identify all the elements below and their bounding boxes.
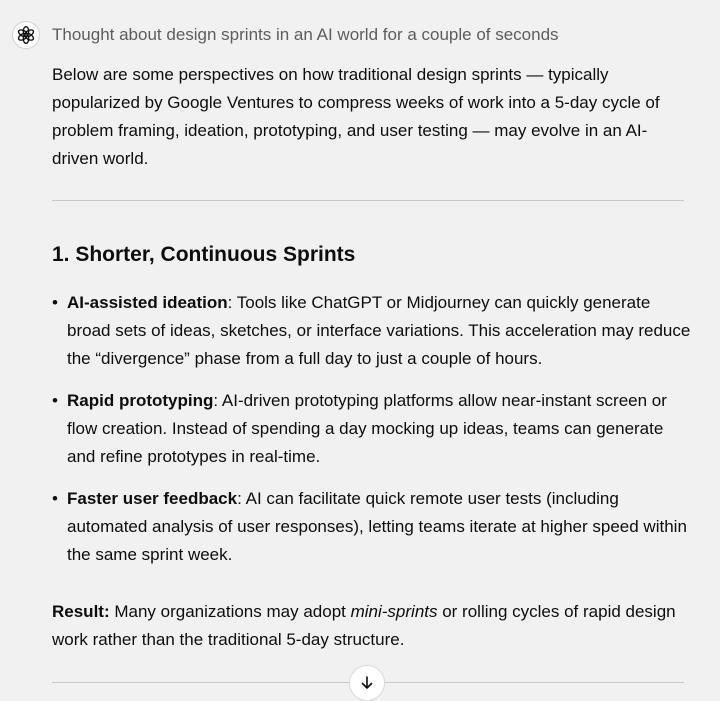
result-label: Result: bbox=[52, 602, 110, 621]
bullet-text: : AI-driven prototyping platforms allow near-instant screen or flow creation. Instead of spending a day mocking up ideas, teams can generate and refine prototypes in real-time. bbox=[67, 391, 667, 466]
bullet-title: Rapid prototyping bbox=[67, 391, 214, 410]
bullet-text: : Tools like ChatGPT or Midjourney can quickly generate broad sets of ideas, sketches, or interface variations. This acceleration may reduce the “divergence” phase from a full day to just a couple of hours. bbox=[67, 293, 691, 368]
bullet-marker: • bbox=[52, 391, 58, 410]
bullet-title: AI-assisted ideation bbox=[67, 293, 228, 312]
bullet-marker: • bbox=[52, 293, 58, 312]
list-item bbox=[52, 387, 692, 471]
list-item bbox=[52, 485, 692, 569]
bullet-marker: • bbox=[52, 489, 58, 508]
openai-logo-icon bbox=[16, 25, 36, 45]
intro-paragraph: Below are some perspectives on how traditional design sprints — typically popularized by Google Ventures to compress weeks of work into a 5-day cycle of problem framing, ideation, prototyping, and user testing — may evolve in an AI-driven world. bbox=[52, 65, 660, 168]
result-text-before: Many organizations may adopt bbox=[109, 602, 351, 621]
list-item bbox=[52, 289, 692, 373]
message-content bbox=[52, 61, 692, 654]
thought-summary[interactable]: Thought about design sprints in an AI world for a couple of seconds bbox=[52, 25, 559, 44]
bullet-list bbox=[52, 289, 692, 569]
bullet-title: Faster user feedback bbox=[67, 489, 238, 508]
bullet-text: : AI can facilitate quick remote user tests (including automated analysis of user responses), letting teams iterate at higher speed within the same sprint week. bbox=[67, 489, 687, 564]
arrow-down-icon bbox=[360, 675, 374, 691]
scroll-to-bottom-button[interactable] bbox=[349, 665, 385, 701]
result-emphasis: mini-sprints bbox=[350, 602, 438, 621]
result-paragraph bbox=[52, 598, 692, 654]
result-text-after: or rolling cycles of rapid design work rather than the traditional 5-day structure. bbox=[52, 602, 676, 649]
assistant-avatar bbox=[12, 21, 40, 49]
section-divider bbox=[52, 200, 684, 201]
section-heading: 1. Shorter, Continuous Sprints bbox=[52, 243, 356, 266]
